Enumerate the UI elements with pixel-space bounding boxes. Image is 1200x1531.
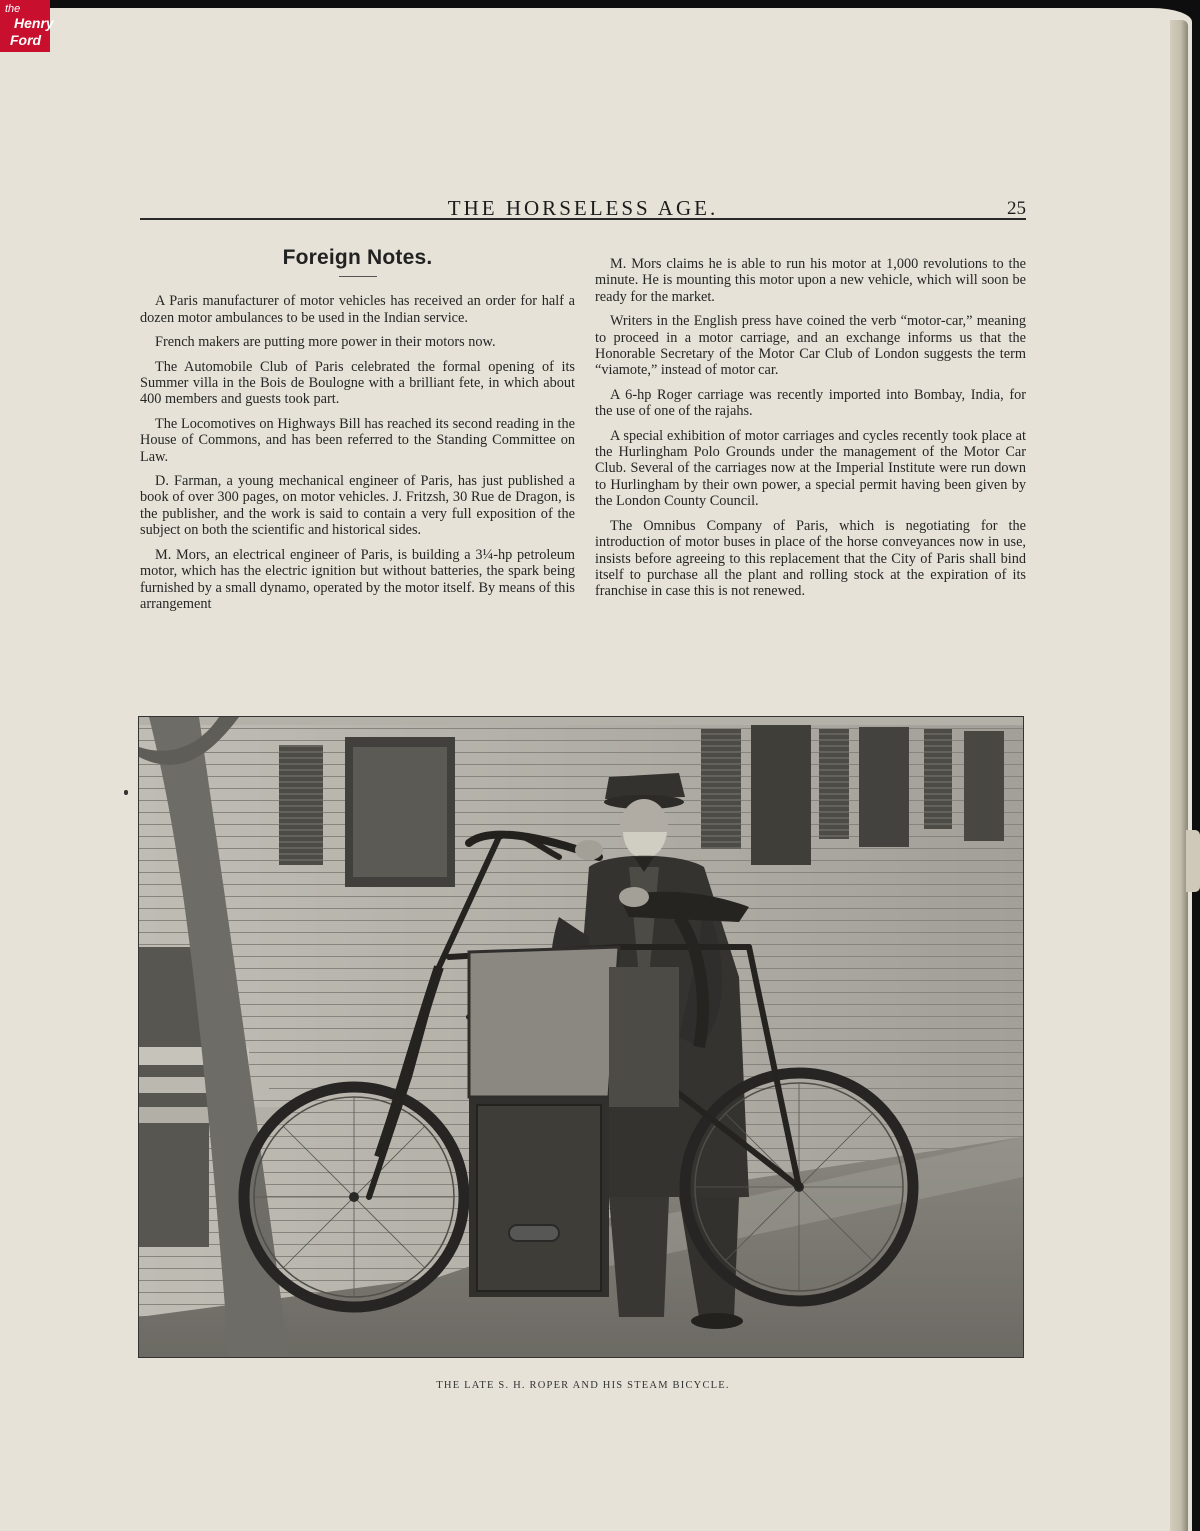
right-column [595, 256, 1026, 608]
henry-ford-logo: the Henry Ford [0, 0, 50, 52]
paragraph: M. Mors claims he is able to run his motor at 1,000 revolutions to the minute. He is mounting this motor upon a new vehicle, which will soon be ready for the market. [595, 256, 1026, 305]
ink-spot [124, 790, 128, 795]
paragraph: A Paris manufacturer of motor vehicles has received an order for half a dozen motor ambulances to be used in the Indian service. [140, 293, 575, 326]
photograph-roper-steam-bicycle [138, 716, 1024, 1358]
header-rule [140, 218, 1026, 220]
paragraph: D. Farman, a young mechanical engineer of Paris, has just published a book of over 300 pages, on motor vehicles. J. Fritzsh, 30 Rue de Dragon, is the publisher, and the work is said to contain a very full exposition of the subject on both the scientific and historical sides. [140, 473, 575, 539]
photo-caption: THE LATE S. H. ROPER AND HIS STEAM BICYCLE. [436, 1380, 730, 1391]
paragraph: Writers in the English press have coined the verb “motor-car,” meaning to proceed in a motor carriage, and an exchange informs us that the Honorable Secretary of the Motor Car Club of London suggests the term “viamote,” instead of motor car. [595, 313, 1026, 379]
paragraph: The Omnibus Company of Paris, which is negotiating for the introduction of motor buses in place of the horse conveyances now in use, insists before agreeing to this replacement that the City of Paris shall bind itself to purchase all the plant and rolling stock at the expiration of its franchise in case this is not renewed. [595, 517, 1026, 600]
publication-title: THE HORSELESS AGE. [447, 196, 719, 220]
paragraph: A special exhibition of motor carriages and cycles recently took place at the Hurlingham Polo Grounds under the management of the Motor Car Club. Several of the carriages now at the Imperial Institute were run down to Hurlingham by their own power, a special permit having been given by the London County Council. [595, 427, 1026, 510]
page-edge [1170, 20, 1188, 1531]
left-column [140, 246, 575, 620]
paragraph: A 6-hp Roger carriage was recently imported into Bombay, India, for the use of one of the rajahs. [595, 386, 1026, 420]
paragraph: French makers are putting more power in their motors now. [155, 334, 496, 351]
article-title: Foreign Notes. [282, 246, 433, 269]
paragraph: M. Mors, an electrical engineer of Paris, is building a 3¼-hp petroleum motor, which has the electric ignition but without batteries, the spark being furnished by a small dynamo, operated by the motor itself. By means of this arrangement [140, 546, 575, 612]
paragraph: The Automobile Club of Paris celebrated the formal opening of its Summer villa in the Bois de Boulogne with a brilliant fete, in which about 400 members and guests took part. [140, 358, 575, 408]
paragraph: The Locomotives on Highways Bill has reached its second reading in the House of Commons, and has been referred to the Standing Committee on Law. [140, 415, 575, 465]
photo-illustration [139, 717, 1023, 1357]
page-number: 25 [1007, 198, 1026, 219]
page-tab [1186, 830, 1200, 892]
title-rule [339, 276, 377, 277]
